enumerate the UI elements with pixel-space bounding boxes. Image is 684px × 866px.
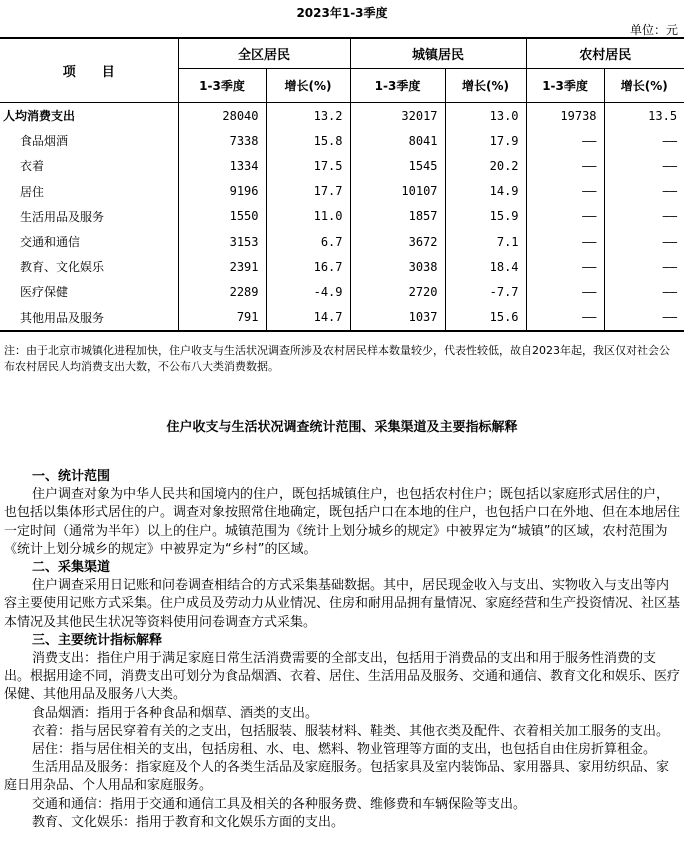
group-header-urban: 城镇居民 <box>350 38 526 69</box>
paragraph: 居住：指与居住相关的支出，包括房租、水、电、燃料、物业管理等方面的支出，也包括自由住房折算租金。 <box>32 742 657 758</box>
cell-value: 14.9 <box>445 179 526 204</box>
table-title: 2023年1-3季度 <box>296 6 388 20</box>
paragraph: 交通和通信：指用于交通和通信工具及相关的各种服务费、维修费和车辆保险等支出。 <box>32 796 527 812</box>
cell-value: -7.7 <box>445 279 526 304</box>
row-label: 生活用品及服务 <box>20 209 105 224</box>
cell-value: 1545 <box>350 153 445 178</box>
section-heading: 二、采集渠道 <box>32 560 111 576</box>
cell-value: 10107 <box>350 179 445 204</box>
cell-value: 2391 <box>178 254 266 279</box>
cell-value: 17.5 <box>266 153 350 178</box>
cell-value: 2720 <box>350 279 445 304</box>
paragraph: 生活用品及服务：指家庭及个人的各类生活品及家庭服务。包括家具及室内装饰品、家用器具、家用纺织品、家庭日用杂品、个人用品和家庭服务。 <box>4 760 670 794</box>
paragraph: 教育、文化娱乐：指用于教育和文化娱乐方面的支出。 <box>32 814 345 830</box>
consumption-table <box>0 37 684 332</box>
cell-value: 6.7 <box>266 229 350 254</box>
row-label: 人均消费支出 <box>3 109 76 124</box>
paragraph: 食品烟酒：指用于各种食品和烟草、酒类的支出。 <box>32 705 319 721</box>
cell-value: 7338 <box>178 128 266 153</box>
table-note: 注：由于北京市城镇化进程加快，住户收支与生活状况调查所涉及农村居民样本数量较少，代表性较低，故自2023年起，我区仅对社会公布农村居民人均消费支出大数，不公布八大类消费数据。 <box>4 344 670 373</box>
cell-value: —— <box>526 254 604 279</box>
subheader: 1-3季度 <box>178 69 266 103</box>
table-row <box>0 254 684 279</box>
paragraph: 住户调查对象为中华人民共和国境内的住户，既包括城镇住户，也包括农村住户；既包括以家庭形式居住的户，也包括以集体形式居住的户。调查对象按照常住地确定，既包括户口在本地的住户，也包括户口在外地、但在本地居住一定时间（通常为半年）以上的住户。城镇范围为《统计上划分城乡的规定》中被界定为“城镇”的区域，农村范围为《统计上划分城乡的规定》中被界定为“乡村”的区域。 <box>4 487 681 557</box>
row-label: 教育、文化娱乐 <box>20 260 105 275</box>
cell-value: —— <box>604 128 684 153</box>
cell-value: 17.7 <box>266 179 350 204</box>
table-row <box>0 305 684 331</box>
table-row <box>0 229 684 254</box>
group-header-rural: 农村居民 <box>526 38 684 69</box>
cell-value: —— <box>526 128 604 153</box>
cell-value: —— <box>526 179 604 204</box>
table-row <box>0 204 684 229</box>
cell-value: 17.9 <box>445 128 526 153</box>
cell-value: —— <box>526 279 604 304</box>
cell-value: 791 <box>178 305 266 331</box>
cell-value: —— <box>526 229 604 254</box>
cell-value: 3672 <box>350 229 445 254</box>
subheader: 1-3季度 <box>526 69 604 103</box>
cell-value: —— <box>604 204 684 229</box>
explanation-body <box>4 468 680 832</box>
cell-value: —— <box>604 305 684 331</box>
cell-value: 14.7 <box>266 305 350 331</box>
cell-value: 28040 <box>178 103 266 129</box>
row-label: 食品烟酒 <box>20 134 69 149</box>
table-row <box>0 103 684 129</box>
cell-value: 13.2 <box>266 103 350 129</box>
cell-value: 15.6 <box>445 305 526 331</box>
cell-value: 1037 <box>350 305 445 331</box>
section-title: 住户收支与生活状况调查统计范围、采集渠道及主要指标解释 <box>166 420 518 435</box>
row-label: 衣着 <box>20 159 45 174</box>
cell-value: -4.9 <box>266 279 350 304</box>
cell-value: 19738 <box>526 103 604 129</box>
unit-label: 单位：元 <box>629 23 678 37</box>
item-header: 项 目 <box>62 65 115 80</box>
paragraph: 衣着：指与居民穿着有关的之支出，包括服装、服装材料、鞋类、其他衣类及配件、衣着相关加工服务的支出。 <box>32 723 670 739</box>
cell-value: —— <box>604 179 684 204</box>
table-row <box>0 279 684 304</box>
cell-value: 9196 <box>178 179 266 204</box>
table-row <box>0 179 684 204</box>
cell-value: 20.2 <box>445 153 526 178</box>
cell-value: 1857 <box>350 204 445 229</box>
row-label: 医疗保健 <box>20 285 69 300</box>
cell-value: —— <box>604 153 684 178</box>
subheader: 1-3季度 <box>350 69 445 103</box>
table-row <box>0 153 684 178</box>
row-label: 交通和通信 <box>20 235 81 250</box>
cell-value: 1334 <box>178 153 266 178</box>
subheader: 增长(%) <box>445 69 526 103</box>
cell-value: 2289 <box>178 279 266 304</box>
cell-value: —— <box>526 153 604 178</box>
subheader: 增长(%) <box>604 69 684 103</box>
row-label: 居住 <box>20 184 45 199</box>
cell-value: —— <box>526 305 604 331</box>
cell-value: 32017 <box>350 103 445 129</box>
cell-value: 8041 <box>350 128 445 153</box>
section-heading: 一、统计范围 <box>32 469 111 484</box>
subheader: 增长(%) <box>266 69 350 103</box>
cell-value: 13.5 <box>604 103 684 129</box>
cell-value: 3038 <box>350 254 445 279</box>
table-row <box>0 128 684 153</box>
cell-value: 3153 <box>178 229 266 254</box>
cell-value: 16.7 <box>266 254 350 279</box>
cell-value: —— <box>526 204 604 229</box>
paragraph: 消费支出：指住户用于满足家庭日常生活消费需要的全部支出，包括用于消费品的支出和用于服务性消费的支出。根据用途不同，消费支出可划分为食品烟酒、衣着、居住、生活用品及服务、交通和通信、教育文化和娱乐、医疗保健、其他用品及服务八大类。 <box>4 651 681 703</box>
cell-value: 7.1 <box>445 229 526 254</box>
section-heading: 三、主要统计指标解释 <box>32 632 163 648</box>
cell-value: 18.4 <box>445 254 526 279</box>
group-header-all: 全区居民 <box>178 38 350 69</box>
row-label: 其他用品及服务 <box>20 310 105 325</box>
cell-value: 1550 <box>178 204 266 229</box>
cell-value: 15.9 <box>445 204 526 229</box>
cell-value: —— <box>604 254 684 279</box>
cell-value: 15.8 <box>266 128 350 153</box>
cell-value: 11.0 <box>266 204 350 229</box>
cell-value: —— <box>604 279 684 304</box>
cell-value: —— <box>604 229 684 254</box>
cell-value: 13.0 <box>445 103 526 129</box>
paragraph: 住户调查采用日记账和问卷调查相结合的方式采集基础数据。其中，居民现金收入与支出、实物收入与支出等内容主要使用记账方式采集。住户成员及劳动力从业情况、住房和耐用品拥有量情况、家庭经营和生产投资情况、社区基本情况及其他民生状况等资料使用问卷调查方式采集。 <box>4 578 681 630</box>
